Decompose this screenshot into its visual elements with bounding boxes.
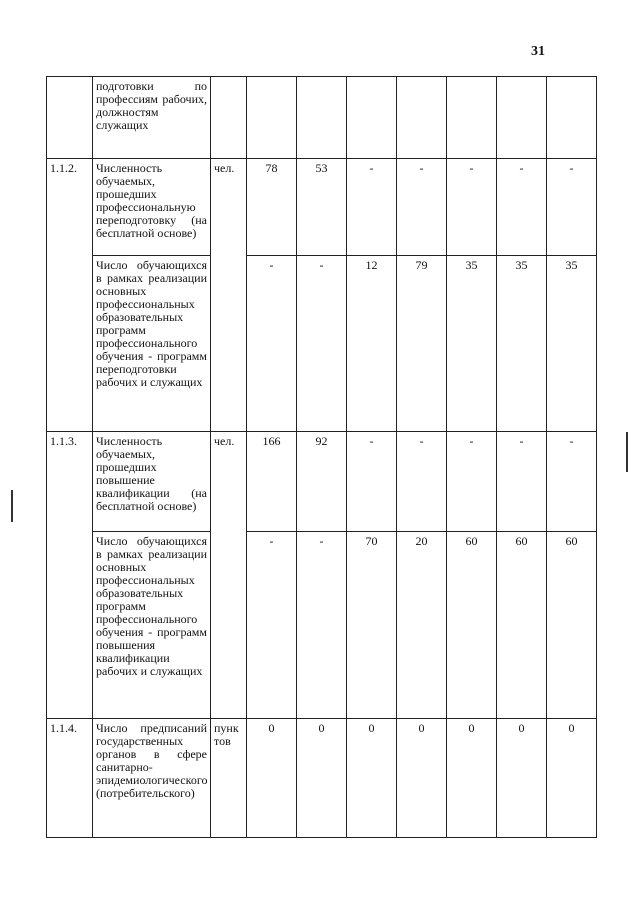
table-row xyxy=(47,432,597,532)
value-cell: 0 xyxy=(297,719,347,838)
row-number xyxy=(47,77,93,159)
value-cell: 0 xyxy=(547,719,597,838)
value-cell: 53 xyxy=(297,159,347,256)
left-margin-mark xyxy=(11,490,13,522)
value-cell: 0 xyxy=(247,719,297,838)
table-row xyxy=(47,532,597,719)
value-cell: 79 xyxy=(397,256,447,432)
row-number: 1.1.3. xyxy=(47,432,93,719)
indicator-description: подготовки по профессиям рабочих, должностям служащих xyxy=(93,77,211,159)
value-cell: - xyxy=(347,432,397,532)
value-cell: 166 xyxy=(247,432,297,532)
value-cell: - xyxy=(497,159,547,256)
right-margin-mark xyxy=(626,432,628,472)
indicator-description: Число предписаний государственных органов в сфере санитарно-эпидемиологического (потребительского) xyxy=(93,719,211,838)
table-row xyxy=(47,256,597,432)
indicator-description: Численность обучаемых, прошедших профессиональную переподготовку (на бесплатной основе) xyxy=(93,159,211,256)
value-cell xyxy=(447,77,497,159)
value-cell xyxy=(247,77,297,159)
unit-cell xyxy=(211,77,247,159)
page-number: 31 xyxy=(531,44,545,59)
table-row xyxy=(47,77,597,159)
value-cell: - xyxy=(547,159,597,256)
value-cell: - xyxy=(397,159,447,256)
value-cell: 0 xyxy=(447,719,497,838)
value-cell: 35 xyxy=(447,256,497,432)
indicator-description: Численность обучаемых, прошедших повышение квалификации (на бесплатной основе) xyxy=(93,432,211,532)
value-cell: 0 xyxy=(347,719,397,838)
value-cell: - xyxy=(547,432,597,532)
value-cell: 60 xyxy=(497,532,547,719)
value-cell: - xyxy=(347,159,397,256)
row-number: 1.1.2. xyxy=(47,159,93,432)
value-cell: - xyxy=(497,432,547,532)
value-cell xyxy=(497,77,547,159)
value-cell: 0 xyxy=(497,719,547,838)
value-cell xyxy=(397,77,447,159)
value-cell: - xyxy=(297,256,347,432)
value-cell xyxy=(347,77,397,159)
value-cell xyxy=(547,77,597,159)
value-cell: - xyxy=(247,532,297,719)
value-cell: - xyxy=(447,432,497,532)
value-cell: - xyxy=(247,256,297,432)
value-cell: - xyxy=(447,159,497,256)
value-cell: 35 xyxy=(547,256,597,432)
value-cell: 78 xyxy=(247,159,297,256)
value-cell: - xyxy=(397,432,447,532)
value-cell: 12 xyxy=(347,256,397,432)
value-cell: 60 xyxy=(547,532,597,719)
value-cell: 20 xyxy=(397,532,447,719)
value-cell: 35 xyxy=(497,256,547,432)
value-cell: 92 xyxy=(297,432,347,532)
value-cell xyxy=(297,77,347,159)
table-row xyxy=(47,719,597,838)
indicator-description: Число обучающихся в рамках реализации основных профессиональных образовательных программ профессионального обучения - программ повышения квалификации рабочих и служащих xyxy=(93,532,211,719)
unit-cell: чел. xyxy=(211,432,247,719)
value-cell: 60 xyxy=(447,532,497,719)
indicator-description: Число обучающихся в рамках реализации основных профессиональных образовательных программ профессионального обучения - программ переподготовки рабочих и служащих xyxy=(93,256,211,432)
indicators-table xyxy=(46,76,597,838)
value-cell: - xyxy=(297,532,347,719)
unit-cell: пунктов xyxy=(211,719,247,838)
table-row xyxy=(47,159,597,256)
unit-cell: чел. xyxy=(211,159,247,432)
row-number: 1.1.4. xyxy=(47,719,93,838)
value-cell: 70 xyxy=(347,532,397,719)
value-cell: 0 xyxy=(397,719,447,838)
